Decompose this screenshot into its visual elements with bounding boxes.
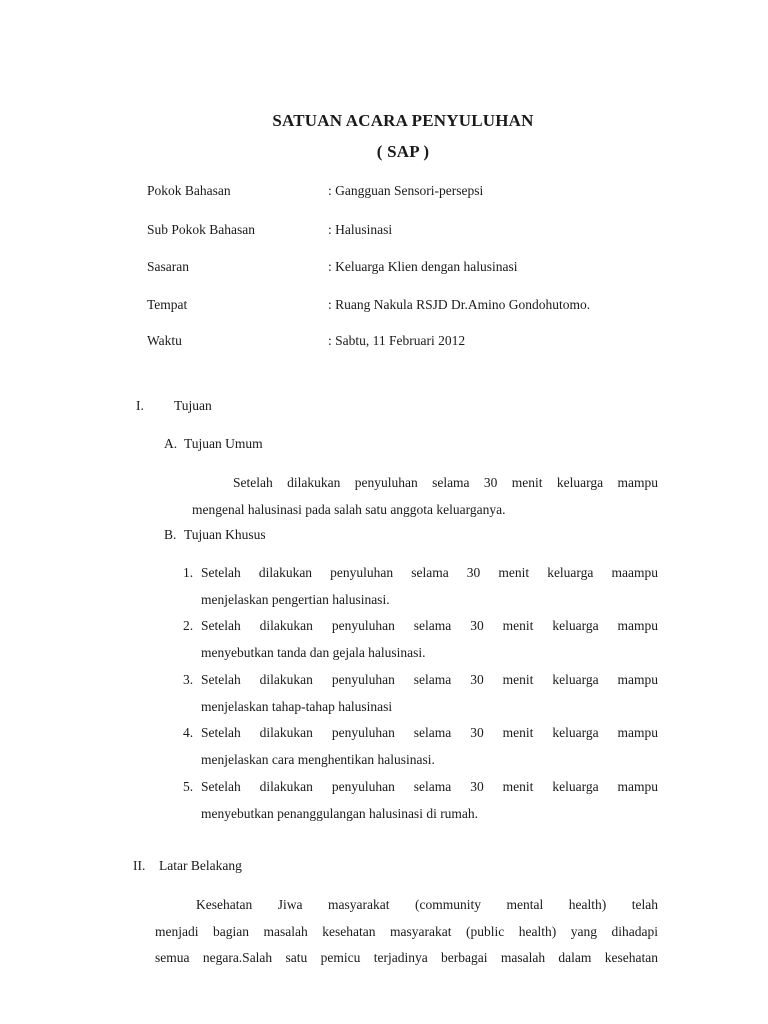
meta-value-sasaran: : Keluarga Klien dengan halusinasi: [328, 259, 518, 274]
list-item-number: 3.: [183, 672, 194, 687]
list-item-line-1: Setelah dilakukan penyuluhan selama 30 menit keluarga maampu: [201, 565, 658, 580]
meta-label-sub-pokok-bahasan: Sub Pokok Bahasan: [147, 222, 255, 237]
list-item-line-1: Setelah dilakukan penyuluhan selama 30 menit keluarga mampu: [201, 618, 658, 633]
meta-value-sub-pokok-bahasan: : Halusinasi: [328, 222, 393, 237]
meta-label-sasaran: Sasaran: [147, 259, 189, 274]
latar-belakang-line-3: semua negara.Salah satu pemicu terjadinya berbagai masalah dalam kesehatan: [155, 950, 658, 965]
subsection-a-heading: Tujuan Umum: [184, 436, 263, 451]
subsection-b-label: B.: [164, 527, 177, 542]
list-item-line-2: menyebutkan tanda dan gejala halusinasi.: [201, 645, 426, 660]
meta-value-tempat: : Ruang Nakula RSJD Dr.Amino Gondohutomo.: [328, 297, 591, 312]
subsection-b-heading: Tujuan Khusus: [184, 527, 266, 542]
document-subtitle: ( SAP ): [376, 142, 430, 161]
document-title: SATUAN ACARA PENYULUHAN: [272, 111, 534, 130]
list-item-number: 1.: [183, 565, 194, 580]
list-item-number: 4.: [183, 725, 194, 740]
meta-value-pokok-bahasan: : Gangguan Sensori-persepsi: [328, 183, 484, 198]
meta-value-waktu: : Sabtu, 11 Februari 2012: [328, 333, 466, 348]
list-item-line-1: Setelah dilakukan penyuluhan selama 30 menit keluarga mampu: [201, 672, 658, 687]
meta-label-tempat: Tempat: [147, 297, 188, 312]
list-item-line-2: menjelaskan tahap-tahap halusinasi: [201, 699, 393, 714]
list-item-line-2: menyebutkan penanggulangan halusinasi di rumah.: [201, 806, 479, 821]
tujuan-umum-line-1: Setelah dilakukan penyuluhan selama 30 menit keluarga mampu: [233, 475, 658, 490]
list-item-line-1: Setelah dilakukan penyuluhan selama 30 menit keluarga mampu: [201, 779, 658, 794]
latar-belakang-line-1: Kesehatan Jiwa masyarakat (community mental health) telah: [196, 897, 658, 912]
list-item-number: 5.: [183, 779, 194, 794]
tujuan-umum-line-2: mengenal halusinasi pada salah satu anggota keluarganya.: [192, 502, 506, 517]
section-1-number: I.: [136, 398, 144, 413]
meta-label-waktu: Waktu: [147, 333, 182, 348]
meta-label-pokok-bahasan: Pokok Bahasan: [147, 183, 231, 198]
latar-belakang-line-2: menjadi bagian masalah kesehatan masyarakat (public health) yang dihadapi: [155, 924, 658, 939]
list-item-line-1: Setelah dilakukan penyuluhan selama 30 menit keluarga mampu: [201, 725, 658, 740]
section-1-heading: Tujuan: [174, 398, 212, 413]
section-2-heading: Latar Belakang: [159, 858, 242, 873]
subsection-a-label: A.: [164, 436, 178, 451]
list-item-line-2: menjelaskan pengertian halusinasi.: [201, 592, 390, 607]
list-item-number: 2.: [183, 618, 194, 633]
list-item-line-2: menjelaskan cara menghentikan halusinasi.: [201, 752, 435, 767]
section-2-number: II.: [133, 858, 146, 873]
